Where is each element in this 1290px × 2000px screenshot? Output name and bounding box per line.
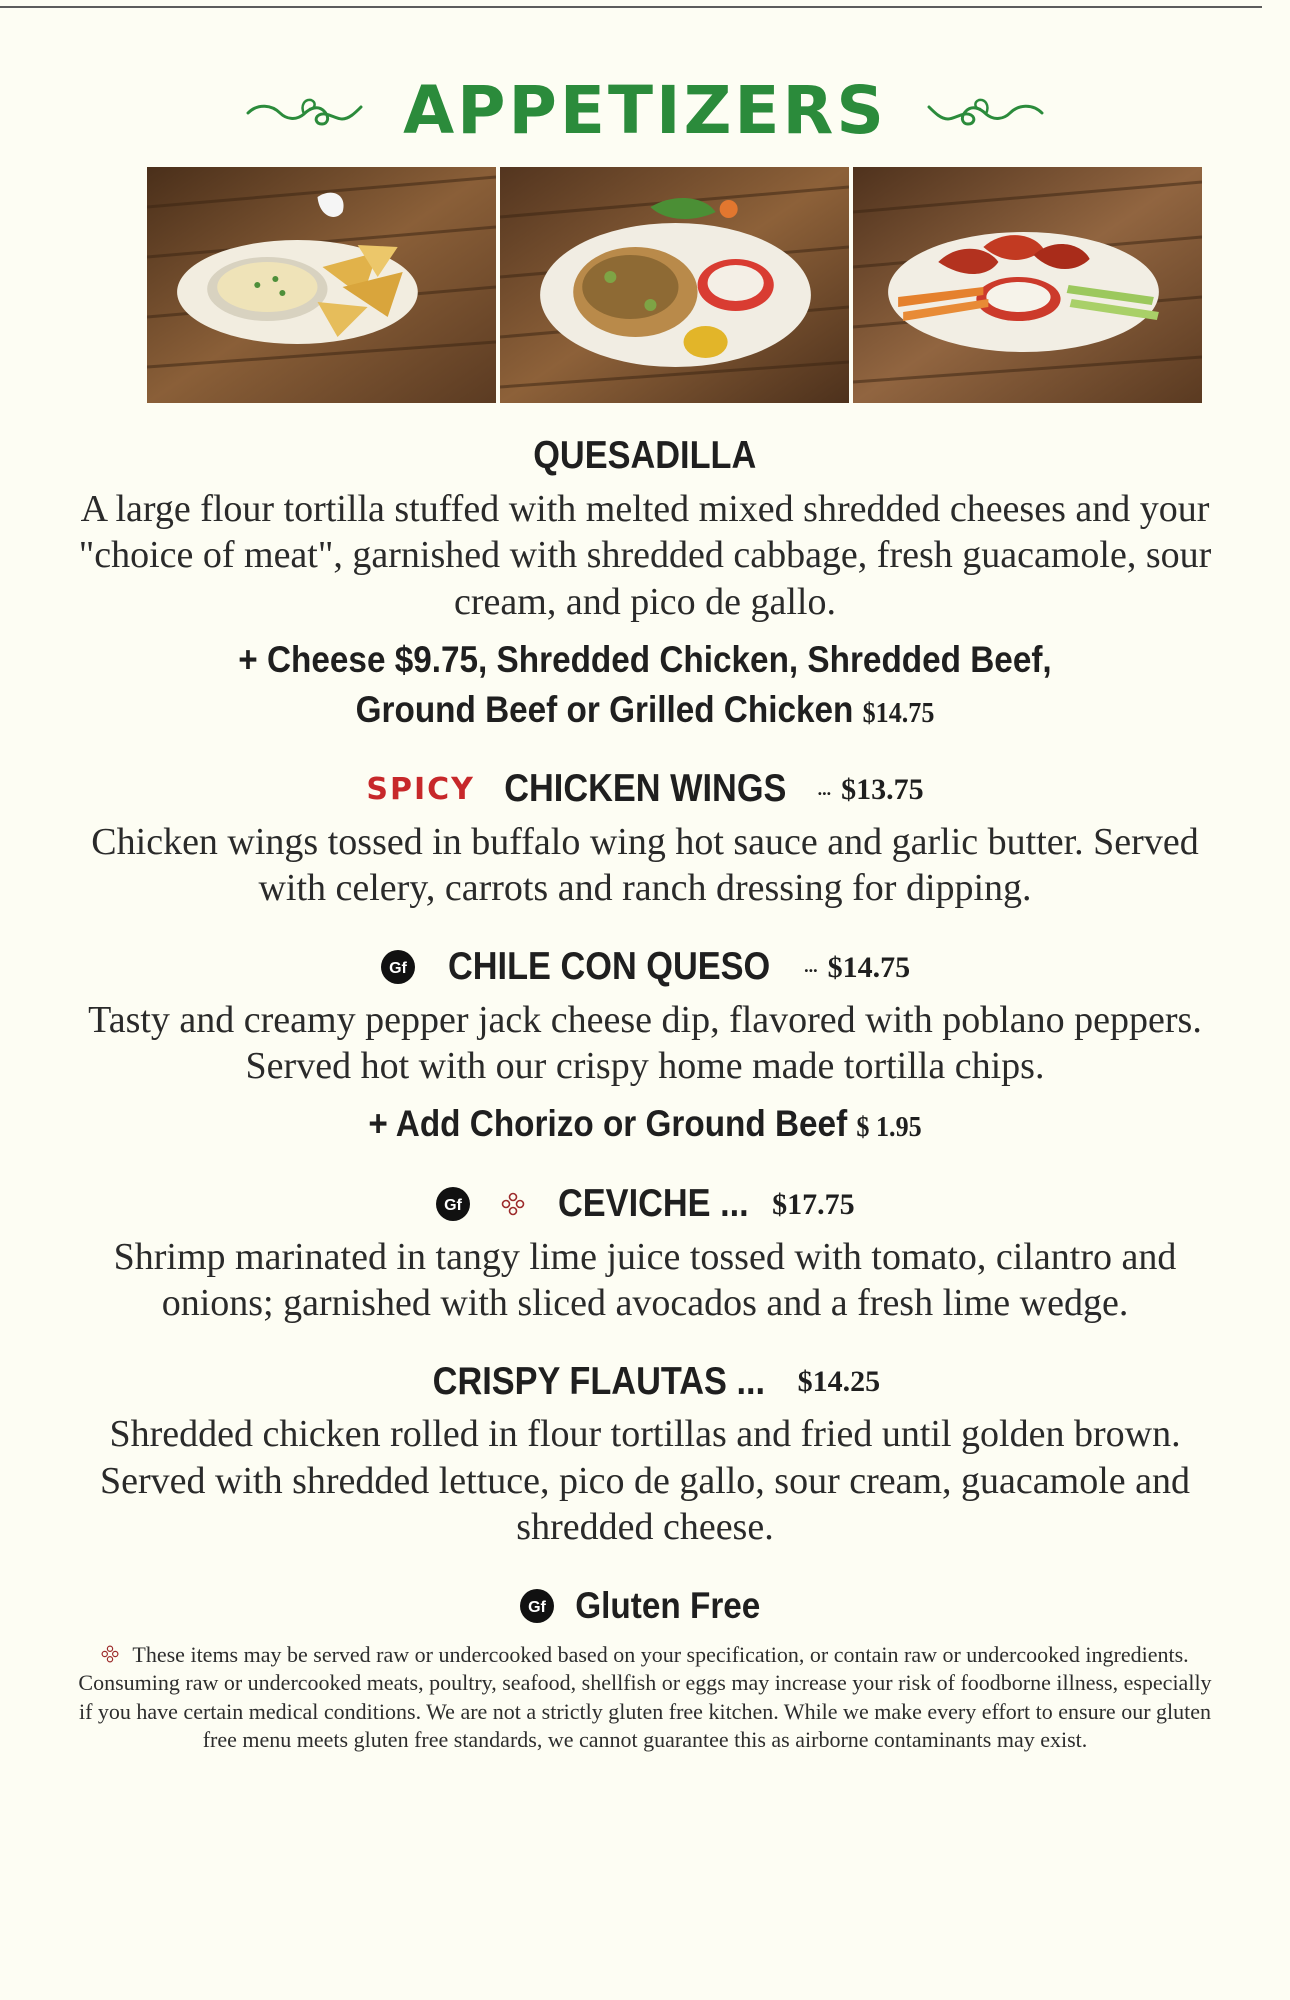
item-price: $14.75 <box>827 950 911 984</box>
item-description: Tasty and creamy pepper jack cheese dip, flavored with poblano peppers. Served hot with our crispy home made tortilla chips. <box>88 998 1202 1087</box>
queso-dip-plate-photo <box>147 167 496 403</box>
raw-warning-icon <box>101 1645 119 1663</box>
item-price: $13.75 <box>841 773 924 807</box>
price-leader: ... <box>804 956 818 977</box>
addon-price: $14.75 <box>862 696 935 729</box>
gluten-free-legend <box>70 1585 1220 1627</box>
menu-item-crispy-flautas <box>70 1361 1220 1551</box>
raw-warning-icon <box>501 1192 525 1216</box>
item-header <box>70 768 1220 811</box>
item-name: CRISPY FLAUTAS ... <box>432 1359 765 1403</box>
quesadilla-plate-photo <box>500 167 849 403</box>
item-description: Shredded chicken rolled in flour tortillas and fried until golden brown. Served with shredded lettuce, pico de gallo, sour cream, guacamole and shredded cheese. <box>100 1413 1190 1549</box>
item-addon <box>204 1099 1086 1149</box>
gluten-free-icon <box>519 1588 555 1624</box>
addon-price: $ 1.95 <box>856 1111 922 1144</box>
right-flourish-icon <box>923 93 1048 129</box>
item-addon <box>204 635 1086 734</box>
wings-plate-photo <box>853 167 1202 403</box>
menu-item-chicken-wings <box>70 768 1220 912</box>
gluten-free-icon <box>380 949 416 985</box>
item-name: CHICKEN WINGS <box>504 767 787 811</box>
food-safety-disclaimer <box>70 1641 1220 1755</box>
item-name: QUESADILLA <box>533 434 757 477</box>
item-description: A large flour tortilla stuffed with melted mixed shredded cheeses and your "choice of meat", garnished with shredded cabbage, fresh guacamole, sour cream, and pico de gallo. <box>78 487 1212 623</box>
menu-item-chile-con-queso <box>70 946 1220 1149</box>
gluten-free-badge-text: Gf <box>389 960 407 978</box>
item-name: CHILE CON QUESO <box>447 944 771 988</box>
menu-item-quesadilla <box>70 435 1220 734</box>
gluten-free-label: Gluten Free <box>575 1584 761 1626</box>
spicy-label: SPICY <box>366 772 475 808</box>
item-description: Shrimp marinated in tangy lime juice tossed with tomato, cilantro and onions; garnished with sliced avocados and a fresh lime wedge. <box>113 1235 1177 1325</box>
item-price: $17.75 <box>772 1187 855 1221</box>
addon-text: + Cheese $9.75, Shredded Chicken, Shredded Beef, Ground Beef or Grilled Chicken <box>238 638 1052 730</box>
gluten-free-badge-text: Gf <box>444 1197 463 1215</box>
item-header <box>70 1183 1220 1226</box>
food-photos <box>147 167 1202 403</box>
left-flourish-icon <box>242 93 367 129</box>
disclaimer-text: These items may be served raw or undercooked based on your specification, or contain raw or undercooked ingredients. Consuming raw or undercooked meats, poultry, seafood, shellfish or eggs may increase your risk of foodborne illness, especially if you have certain medical conditions. We are not a strictly gluten free kitchen. While we make every effort to ensure our gluten free menu meets gluten free standards, we cannot guarantee this as airborne contaminants may exist. <box>78 1641 1212 1753</box>
gluten-free-badge-text: Gf <box>528 1598 547 1616</box>
item-header <box>70 1361 1220 1404</box>
item-header <box>70 435 1220 478</box>
item-description: Chicken wings tossed in buffalo wing hot sauce and garlic butter. Served with celery, carrots and ranch dressing for dipping. <box>91 821 1199 910</box>
menu-header <box>0 70 1290 152</box>
item-name: CEVICHE ... <box>558 1181 750 1225</box>
menu-item-ceviche <box>70 1183 1220 1327</box>
item-header <box>70 946 1220 989</box>
gluten-free-icon <box>435 1186 471 1222</box>
page-title: APPETIZERS <box>403 72 887 149</box>
top-rule <box>0 6 1262 8</box>
menu-items <box>70 435 1220 1755</box>
price-leader: ... <box>817 778 832 799</box>
addon-text: + Add Chorizo or Ground Beef <box>368 1103 848 1145</box>
item-price: $14.25 <box>797 1365 881 1399</box>
